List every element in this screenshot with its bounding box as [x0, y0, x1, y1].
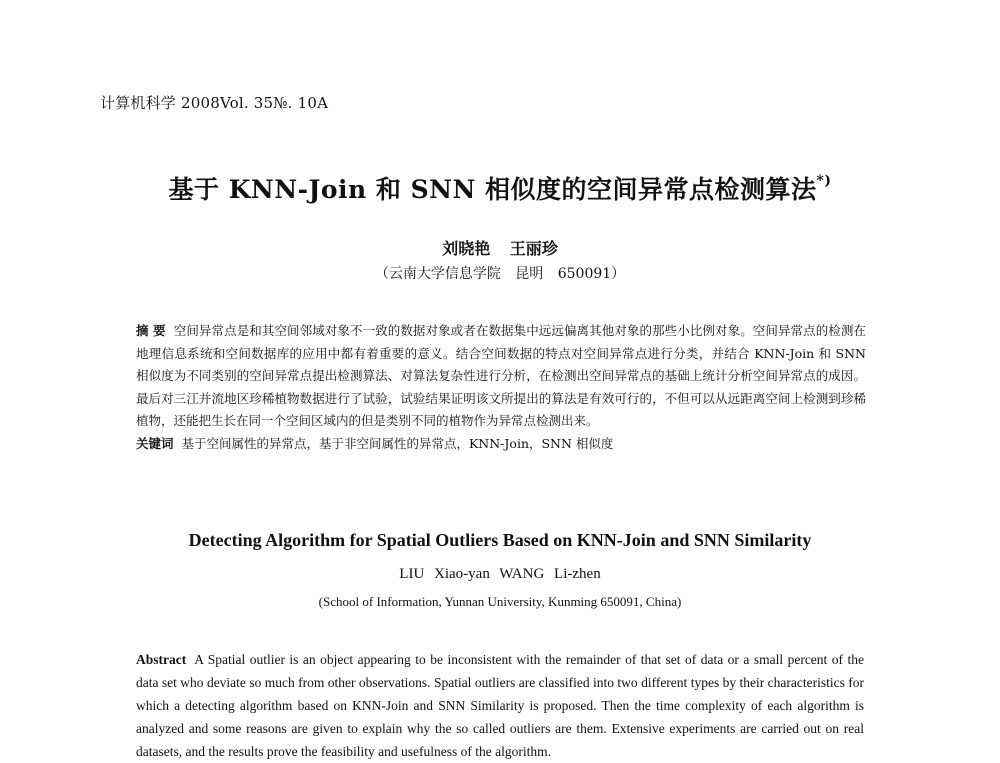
abstract-cn-label: 摘 要: [136, 323, 166, 338]
affiliation-cn: （云南大学信息学院 昆明 650091）: [374, 266, 626, 282]
authors-cn: 刘晓艳 王丽珍: [442, 239, 558, 258]
journal-header: 计算机科学 2008Vol. 35№. 10A: [100, 94, 329, 112]
abstract-cn: [136, 320, 866, 433]
abstract-en: [136, 648, 864, 763]
abstract-en-text: A Spatial outlier is an object appearing to be inconsistent with the remainder of that set of data or a small percent of the data set who deviate so much from other observations. Spatial outliers are classified into two different types by their characteristics for which a detecting algorithm based on KNN-Join and SNN Similarity is proposed. Then the time complexity of each algorithm is analyzed and some reasons are given to explain why the so called outliers are them. Extensive experiments are carried out on real datasets, and the results prove the feasibility and usefulness of the algorithm.: [136, 652, 864, 759]
title-footnote-mark: *): [816, 172, 832, 189]
keywords-cn-label: 关键词: [136, 435, 174, 451]
paper-title-cn: [0, 170, 1000, 206]
abstract-en-block: [136, 648, 864, 763]
keywords-cn-text: 基于空间属性的异常点，基于非空间属性的异常点，KNN-Join，SNN 相似度: [181, 435, 614, 451]
affiliation-en: (School of Information, Yunnan University, Kunming 650091, China): [318, 594, 682, 609]
title-cn-text: 基于 KNN-Join 和 SNN 相似度的空间异常点检测算法: [168, 175, 817, 204]
abstract-en-label: Abstract: [136, 652, 187, 667]
keywords-cn: [136, 433, 866, 456]
abstract-cn-block: [136, 320, 866, 455]
authors-en: LIU Xiao-yan WANG Li-zhen: [399, 566, 601, 582]
paper-title-en: Detecting Algorithm for Spatial Outliers Based on KNN-Join and SNN Similarity: [188, 530, 812, 550]
abstract-cn-text: 空间异常点是和其空间邻域对象不一致的数据对象或者在数据集中远远偏离其他对象的那些小比例对象。空间异常点的检测在地理信息系统和空间数据库的应用中都有着重要的意义。结合空间数据的特点对空间异常点进行分类，并结合 KNN-Join 和 SNN 相似度为不同类别的空间异常点提出检测算法、对算法复杂性进行分析，在检测出空间异常点的基础上统计分析空间异常点的成因。最后对三江并流地区珍稀植物数据进行了试验，试验结果证明该文所提出的算法是有效可行的，不但可以从远距离空间上检测到珍稀植物，还能把生长在同一个空间区域内的但是类别不同的植物作为异常点检测出来。: [136, 323, 866, 428]
